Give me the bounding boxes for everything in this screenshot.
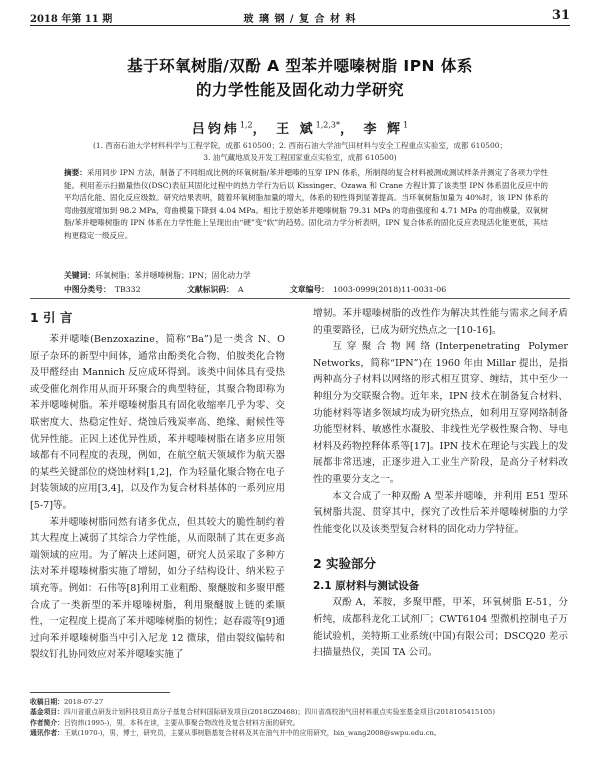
author-affiliation-mark: 1,2,3*: [315, 120, 340, 130]
keywords-text: 环氧树脂；苯并噁嗪树脂；IPN；固化动力学: [95, 271, 251, 280]
footnotes: [30, 697, 570, 739]
page-number: 31: [551, 8, 570, 23]
author-name: 王 斌: [276, 122, 316, 137]
affiliation-line-1: (1. 西南石油大学材料科学与工程学院，成都 610500；2. 西南石油大学油气田材料与安全工程重点实验室，成都 610500；: [92, 141, 508, 150]
abstract: [64, 167, 548, 243]
author-list: 吕钧炜$^{1,2}$， 王 斌$^{1,2,3*}$， 李 辉$^1$: [191, 120, 409, 137]
classification-divider: [30, 298, 570, 299]
footnote-label: 基金项目：: [30, 708, 64, 717]
paragraph: 本文合成了一种双酚 A 型苯并噁嗪，并利用 E51 型环氧树脂共混、贯穿其中，探究了改性后苯并噁嗪树脂的力学性能变化以及该类型复合材料的固化动力学特征。: [313, 490, 568, 535]
issue-label: 2018 年第 11 期: [30, 14, 113, 25]
section-heading-experimental: 2 实验部分: [313, 556, 377, 572]
footnote-text: 王斌(1970-)，男，博士，研究员，主要从事树脂基复合材料及其在油气井中的应用研究，bin_wang2008@swpu.edu.cn。: [63, 729, 441, 738]
author-name: 吕钧炜: [191, 122, 240, 137]
article-id-label: 文章编号：: [289, 285, 329, 294]
clc-value: TB332: [114, 285, 141, 294]
author-affiliation-mark: 1: [403, 120, 409, 130]
footnote-author: [30, 718, 570, 728]
abstract-label: 摘要：: [64, 168, 87, 177]
keywords-label: 关键词：: [64, 271, 96, 280]
paragraph: 苯并噁嗪(Benzoxazine，简称“Ba”)是一类含 N、O 原子杂环的新型中间体，通常由酚类化合物、伯胺类化合物及甲醛经由 Mannich 反应成环得到。该类中间体具有受热或受催化剂作用从而开环聚合的典型特征，其聚合物即称为苯并噁嗪树脂。苯并噁嗪树脂具有固化收缩率几乎为零、交联密度大、热稳定性好、烧蚀后残炭率高、绝缘、耐候性等优异性能。正因上述优异性质，苯并噁嗪树脂在诸多应用领域都有不同程度的表现，例如，在航空航天领域作为航天器的某些关键部位的烧蚀材料[1,2]，作为轻量化聚合物在电子封装领域的应用[3,4]，以及作为复合材料基体的一系列应用[5-7]等。: [30, 334, 285, 511]
journal-name: 玻 璃 钢 / 复 合 材 料: [243, 14, 357, 25]
article-title-line-2: 的力学性能及固化动力学研究: [195, 81, 404, 99]
section-heading-introduction: 1 引 言: [30, 310, 73, 325]
keywords: [64, 270, 548, 281]
author-affiliation-mark: 1,2: [239, 120, 253, 130]
footnote-received: [30, 697, 570, 707]
footnote-label: 通讯作者：: [30, 729, 64, 738]
paragraph: 互穿聚合物网络(Interpenetrating Polymer Networks，简称“IPN”)在 1960 年由 Millar 提出，是指两种高分子材料以网络的形式相互贯穿、缠结，其中至少一种组分为交联聚合物。近年来，IPN 技术在制备复合材料、功能材料等诸多领域均成为研究热点，如利用互穿网络制备功能型材料、敏感性水凝胶、非线性光学极性聚合物、导电材料及药物控释体系等[17]。IPN 技术在理论与实践上的发展都非常迅速，正逐步进入工业生产阶段，是高分子材料改性的重要分支之一。: [313, 341, 568, 485]
footnote-corresponding: [30, 728, 570, 738]
abstract-text: 采用同步 IPN 方法，制备了不同组成比例的环氧树脂/苯并噁嗪的互穿 IPN 体系，所制得的复合材料被测成测试样条并测定了各项力学性能。利用差示扫描量热仪(DSC)表征其固化过程中的热力学行为后以 Kissinger、Ozawa 和 Crane 方程计算了该类型 IPN 体系固化反应中的平均活化能、固化反应级数。研究结果表明，随着环氧树脂加量的增大，体系的韧性得到显著提高。当环氧树脂加量为 40%时，该 IPN 体系的弯曲强度增加到 98.2 MPa，弯曲模量下降到 4.04 MPa。相比于原始苯并噁嗪树脂 79.31 MPa 的弯曲强度和 4.71 MPa 的弯曲模量，双氧树脂/苯并噁嗪树脂的 IPN 体系在力学性能上呈现出由“硬”变“软”的趋势。固化动力学分析表明，IPN 复合体系的固化反应表现活化能更低，其结构更稳定一级反应。: [64, 168, 549, 240]
footnote-label: 收稿日期：: [30, 698, 64, 706]
article-id-value: 1003-0999(2018)11-0031-06: [332, 285, 447, 294]
paragraph: 双酚 A，苯胺，多聚甲醛，甲苯，环氧树脂 E-51，分析纯，成都科龙化工试剂厂；CWT6104 型微机控制电子万能试验机，美特斯工业系统(中国)有限公司；DSCQ20 差示扫描量热仪，美国 TA 公司。: [313, 597, 568, 659]
left-column: [30, 306, 285, 664]
article-title-line-1: 基于环氧树脂/双酚 A 型苯并噁嗪树脂 IPN 体系: [127, 57, 473, 75]
running-header: [30, 8, 570, 24]
subsection-heading-materials: 2.1 原材料与测试设备: [313, 580, 420, 593]
author-name: 李 辉: [363, 122, 404, 137]
footnote-fund: [30, 707, 570, 717]
footnote-label: 作者简介：: [30, 718, 64, 727]
paragraph: 增韧。苯并噁嗪树脂的改性作为解决其性能与需求之间矛盾的重要路径，已成为研究热点之一[10-16]。: [313, 308, 568, 336]
affiliation-line-2: 3. 油气藏地质及开发工程国家重点实验室，成都 610500): [203, 153, 397, 162]
classification-line: [64, 284, 570, 295]
footnote-text: 吕钧炜(1995-)，男，本科在读，主要从事聚合物改性及复合材料方面的研究。: [63, 718, 300, 727]
doc-code-value: A: [237, 285, 244, 294]
paragraph: 苯并噁嗪树脂同然有诸多优点，但其较大的脆性制约着其大程度上减弱了其综合力学性能，从而限制了其在更多高端领域的应用。为了解决上述问题，研究人员采取了多种方法对苯并噁嗪树脂实施了增韧，如分子结构设计、纳米粒子填充等。例如：石伟等[8]利用工业粗酚、聚醚胺和多聚甲醛合成了一类新型的苯并噁嗪树脂，利用聚醚胺上链的柔顺性，一定程度上提高了苯并噁嗪树脂的韧性；赵春霞等[9]通过向苯并噁嗪树脂当中引入尼龙 12 微球，借由裂纹偏转和裂纹钉扎协同效应对苯并噁嗪实施了: [30, 516, 285, 661]
footnote-text: 2018-07-27: [63, 698, 104, 706]
footnote-text: 四川省重点研发计划科技项目高分子基复合材料国际研发项目(2018GZ0468)；四川省高校油气田材料重点实验室基金项目(2018105415105): [63, 708, 496, 717]
right-column: [313, 306, 568, 662]
doc-code-label: 文献标识码：: [187, 285, 234, 294]
footnote-divider: [30, 692, 170, 693]
clc-label: 中图分类号：: [64, 285, 111, 294]
header-divider: [30, 25, 570, 26]
